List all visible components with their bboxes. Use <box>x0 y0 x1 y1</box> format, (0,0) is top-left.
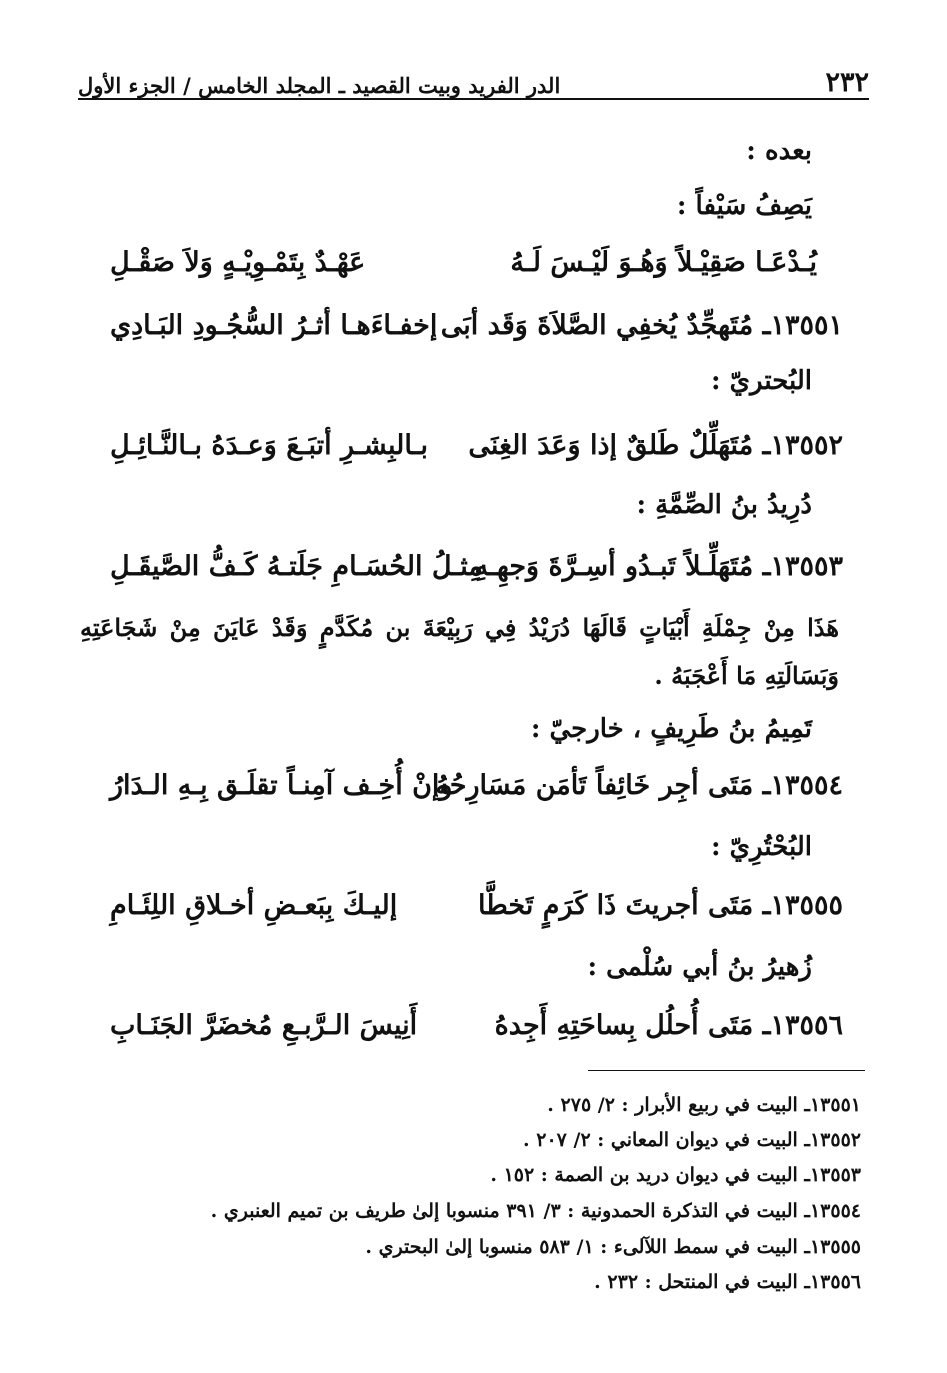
header-rule <box>78 98 869 100</box>
verse-second-hemistich: وإنْ أُخِـف آمِنـاً تقلَـق بِـهِ الـدَارُ <box>110 770 453 801</box>
footnote-rule <box>588 1070 865 1071</box>
intro-line: يَصِفُ سَيْفاً : <box>676 191 812 221</box>
running-header <box>78 52 869 96</box>
footnote: ١٣٥٥١ـ البيت في ربيع الأبرار : ٢/ ٢٧٥ . <box>547 1094 861 1116</box>
verse-second-hemistich: عَهْـدٌ بِتَمْـوِيْـهٍ وَلاَ صَقْـلِ <box>110 247 366 278</box>
verse-first-hemistich: ١٣٥٥٦ـ مَتَى أُحلُل بِساحَتِهِ أَجِدهُ <box>494 1010 843 1041</box>
prose-paragraph: هَذَا مِنْ جِمْلَةِ أَبْيَاتٍ قَالَهَا دُرَيْدُ فِي رَبِيْعَةَ بن مُكَدَّمٍ وَقَدْ عَايَنَ مِنْ شَجَاعَتِهِ وَبَسَالَتِهِ مَا أَعْجَبَهُ . <box>80 613 839 690</box>
verse-first-hemistich: ١٣٥٥٥ـ مَتَى أجريتَ ذَا كَرَمٍ تَخطَّا <box>478 890 843 921</box>
footnote: ١٣٥٥٤ـ البيت في التذكرة الحمدونية : ٣/ ٣٩١ منسوبا إلىٰ طريف بن تميم العنبري . <box>210 1200 861 1222</box>
footnote: ١٣٥٥٥ـ البيت في سمط اللآلىء : ١/ ٥٨٣ منسوبا إلىٰ البحتري . <box>365 1236 861 1258</box>
verse-second-hemistich: أَنِيسَ الـرَّبـعِ مُخضَرَّ الجَنَـابِ <box>110 1010 418 1041</box>
verse-second-hemistich: إليـكَ بِبَعـضِ أخـلاقِ اللِئَـامِ <box>110 890 398 921</box>
poet-name: تَمِيمُ بنُ طَرِيفٍ ، خارجيّ : <box>530 714 812 744</box>
poet-name: البُحْتُرِيّ : <box>711 832 812 862</box>
poet-name: دُرِيدُ بنُ الصِّمَّةِ : <box>636 490 812 520</box>
poet-name: البُحتريّ : <box>711 366 812 396</box>
verse-first-hemistich: ١٣٥٥٣ـ مُتَهَلِّـلاً تَبـدُو أسِـرَّةَ وَجهِـهِ <box>474 551 843 582</box>
intro-line: بعده : <box>746 136 812 166</box>
footnote: ١٣٥٥٢ـ البيت في ديوان المعاني : ٢/ ٢٠٧ . <box>523 1129 861 1151</box>
page-number: ٢٣٢ <box>825 67 869 98</box>
verse-first-hemistich: ١٣٥٥١ـ مُتَهجِّدٌ يُخفِي الصَّلاَةَ وَقَد أبَى <box>440 310 843 341</box>
poet-name: زُهيرُ بنُ أبي سُلْمى : <box>587 952 812 982</box>
verse-second-hemistich: بـالبِشـرِ أتبَـعَ وَعـدَهُ بـالنَّـائِـلِ <box>110 430 428 461</box>
footnote: ١٣٥٥٣ـ البيت في ديوان دريد بن الصمة : ١٥٢ . <box>490 1164 861 1186</box>
verse-second-hemistich: إخفـاءَهـا أثـرُ السُّجُـودِ البَـادِي <box>110 310 438 341</box>
verse-first-hemistich: يُـدْعَـا صَقِيْـلاً وَهُـوَ لَيْـسَ لَـهُ <box>510 247 817 278</box>
verse-first-hemistich: ١٣٥٥٤ـ مَتَى أجِر خَائِفاً تَأمَن مَسَارِحُهُ <box>435 770 843 801</box>
running-title: الدر الفريد وبيت القصيد ـ المجلد الخامس / الجزء الأول <box>78 73 561 98</box>
verse-second-hemistich: مِثـلُ الحُسَـامِ جَلَتـهُ كَـفُّ الصَّيقَـلِ <box>110 551 483 582</box>
footnote: ١٣٥٥٦ـ البيت في المنتحل : ٢٣٢ . <box>594 1271 861 1293</box>
verse-first-hemistich: ١٣٥٥٢ـ مُتَهَلِّلٌ طَلقٌ إذا وَعَدَ الغِنَى <box>468 430 843 461</box>
